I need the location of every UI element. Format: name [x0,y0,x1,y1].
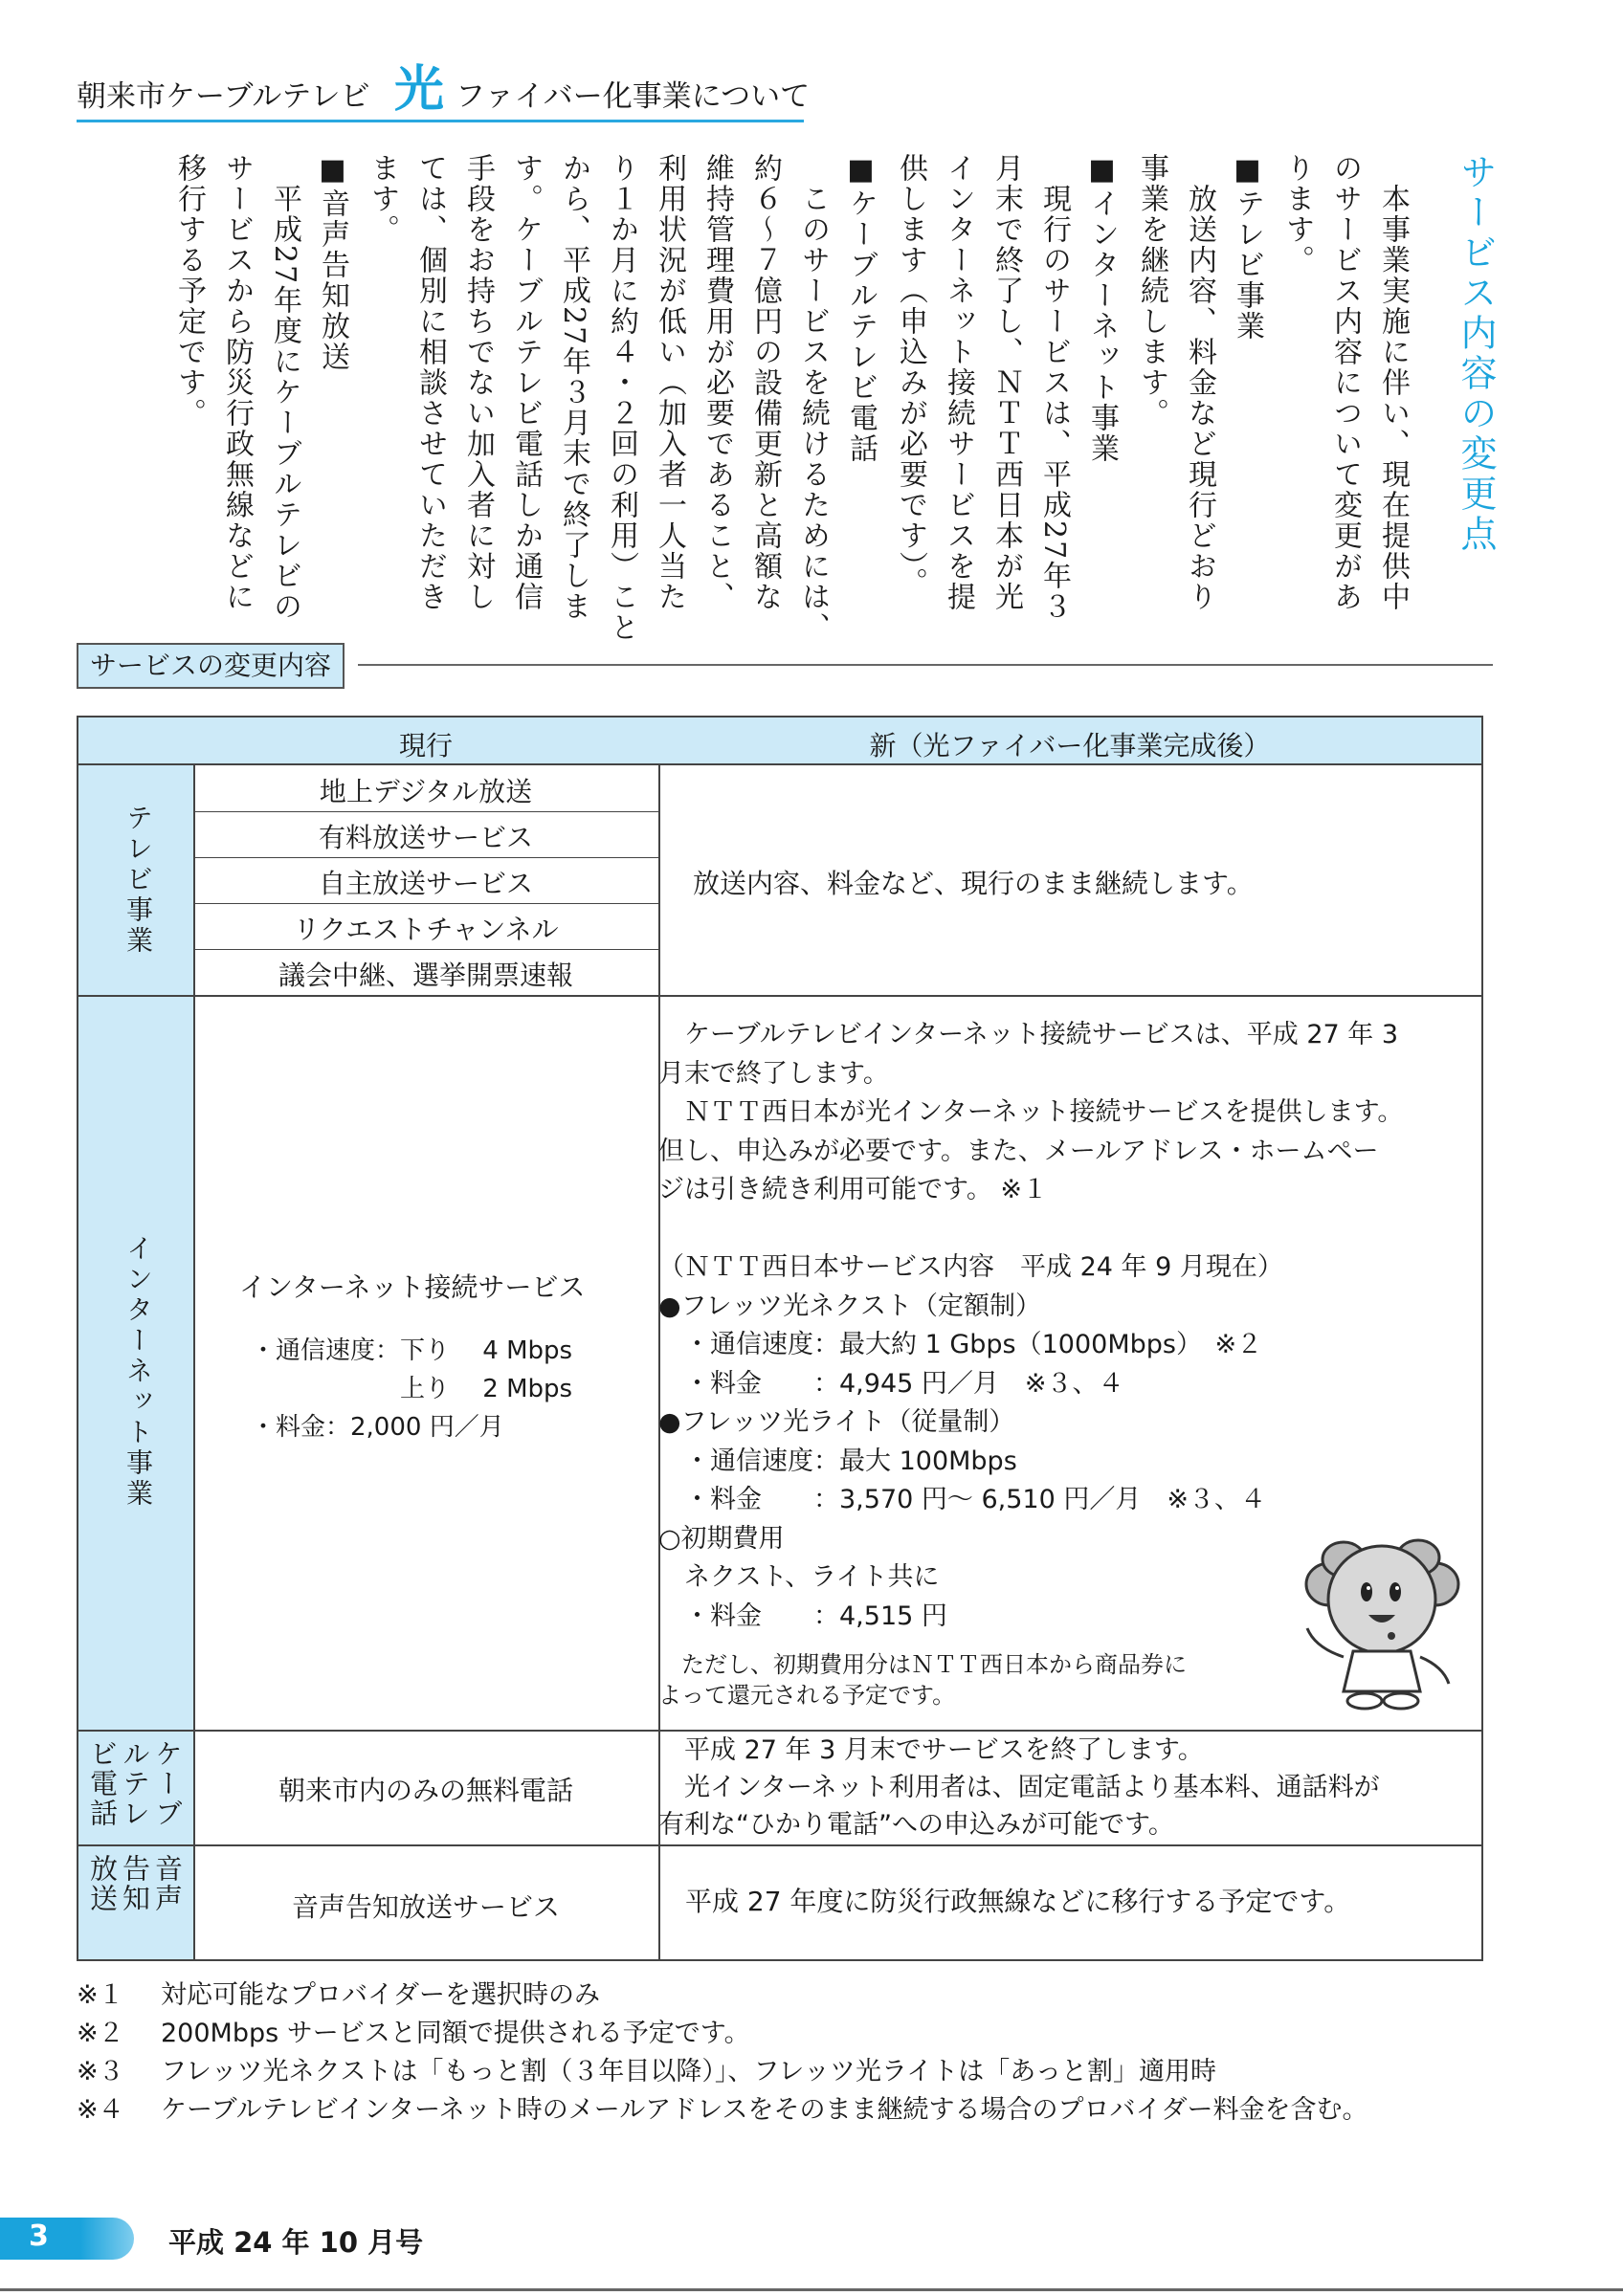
internet-footnote-line: ただし、初期費用分はＮＴＴ西日本から商品券に [658,1651,1187,1678]
side-label-part: ルテレ [119,1739,151,1828]
intro-line: このサービスを続けるためには、 [796,153,830,643]
table-sub-line [193,949,658,950]
internet-current-line: ・通信速度：下り 4 Mbps [251,1336,573,1365]
internet-new-line: ●フレッツ光ライト（従量制） [658,1407,1015,1437]
table-sub-line [193,903,658,904]
intro-line: 事業を継続します。 [1135,153,1168,429]
internet-current-title: インターネット接続サービス [239,1271,586,1303]
side-label-part: 告知 [119,1854,151,1913]
footnote-mark: ※１ [77,1980,124,2010]
intro-line: 維持管理費用が必要であること、 [700,153,734,612]
tv-item: 議会中継、選挙開票速報 [278,960,573,991]
intro-line: 約６〜７億円の設備更新と高額な [748,153,782,612]
phone-new-line: 光インターネット利用者は、固定電話より基本料、通話料が [658,1773,1380,1802]
header-title-suffix: ファイバー化事業について [456,79,811,114]
tv-item: リクエストチャンネル [293,914,559,945]
intro-heading: ■テレビ事業 [1231,153,1264,342]
header-underline [77,120,804,122]
intro-heading: ■音声告知放送 [316,153,349,372]
tv-item: 自主放送サービス [318,868,533,899]
internet-new-line: ・料金 ：4,515 円 [658,1601,947,1631]
intro-line: ては、個別に相談させていただき [413,153,447,612]
footnote-text: ケーブルテレビインターネット時のメールアドレスをそのまま継続する場合のプロバイダー料金を含む。 [161,2095,1368,2125]
intro-heading: ■ケーブルテレビ電話 [844,153,878,464]
footnote-mark: ※２ [77,2019,124,2048]
label-internet: インターネット事業 [122,1234,154,1510]
intro-line: 現行のサービスは、平成27年３ [1037,153,1071,623]
internet-new-line: ○初期費用 [658,1523,785,1554]
internet-new-line: ・料金 ：4,945 円／月 ※３、４ [658,1368,1124,1399]
internet-new-line: ネクスト、ライト共に [658,1562,940,1592]
side-label-part: ビ電話 [86,1739,119,1828]
table-row-line [78,995,1481,997]
intro-line: 本事業実施に伴い、現在提供中 [1376,153,1410,612]
footnote [77,2091,1512,2130]
intro-line: 供します（申込みが必要です）。 [894,153,927,598]
phone-new-line: 平成 27 年 3 月末でサービスを終了します。 [658,1735,1204,1765]
internet-current-line: ・料金：2,000 円／月 [251,1413,504,1442]
voice-new: 平成 27 年度に防災行政無線などに移行する予定です。 [658,1886,1351,1917]
service-change-table [77,716,1483,1961]
header-title-hikari: 光 [394,61,445,119]
intro-line: インターネット接続サービスを提 [942,153,975,612]
internet-new-line: ケーブルテレビインターネット接続サービスは、平成 27 年 3 [658,1020,1399,1049]
internet-new-line: 但し、申込みが必要です。また、メールアドレス・ホームペー [658,1136,1379,1166]
table-sub-line [193,811,658,812]
table-sub-line [193,857,658,858]
internet-new-line: ●フレッツ光ネクスト（定額制） [658,1291,1041,1321]
voice-current: 音声告知放送サービス [291,1891,560,1923]
internet-new-line: ・料金 ：3,570 円〜 6,510 円／月 ※３、４ [658,1485,1266,1514]
label-tv: テレビ事業 [122,804,154,957]
footnote-mark: ※４ [77,2095,124,2125]
col-header-new: 新（光ファイバー化事業完成後） [869,730,1271,762]
side-label-part: ケーブ [151,1739,184,1828]
footer-rule [0,2288,1623,2291]
page-number: 3 [29,2219,49,2253]
internet-new-line: ＮＴＴ西日本が光インターネット接続サービスを提供します。 [658,1097,1404,1127]
intro-line: 手段をお持ちでない加入者に対し [461,153,495,612]
internet-new-line: 月末で終了します。 [658,1058,889,1089]
phone-new-line: 有利な“ひかり電話”への申込みが可能です。 [658,1810,1174,1840]
intro-line: 利用状況が低い（加入者一人当た [653,153,686,612]
internet-new-line: ジは引き続き利用可能です。 ※１ [658,1175,1049,1204]
internet-new-line: ・通信速度：最大 100Mbps [658,1446,1017,1476]
mascot-illustration [1296,1523,1468,1711]
intro-line: 放送内容、料金など現行どおり [1183,153,1216,612]
internet-new-line: ・通信速度：最大約 1 Gbps（1000Mbps） ※２ [658,1330,1263,1359]
footer-page-tab [0,2218,134,2260]
phone-current: 朝来市内のみの無料電話 [278,1775,573,1806]
footnote [77,2015,1512,2053]
intro-line: から、平成27年３月末で終了しま [557,153,590,623]
intro-line: 月末で終了し、ＮＴＴ西日本が光 [989,153,1023,612]
intro-line: サービスから防災行政無線などに [220,153,254,612]
intro-line: り１か月に約４・２回の利用）こと [605,153,638,643]
intro-heading: ■インターネット事業 [1085,153,1119,464]
intro-line: 平成27年度にケーブルテレビの [268,153,301,623]
side-label-part: 放送 [86,1854,119,1913]
footnote [77,2053,1512,2091]
side-label-part: 音声 [151,1854,184,1913]
section-label: サービスの変更内容 [77,643,345,689]
issue-date: 平成 24 年 10 月号 [168,2226,424,2259]
intro-line: ります。 [1280,153,1314,276]
footnote-text: 200Mbps サービスと同額で提供される予定です。 [161,2019,750,2048]
col-header-current: 現行 [398,730,453,762]
tv-new-text: 放送内容、料金など、現行のまま継続します。 [693,868,1254,899]
internet-current-line: 上り 2 Mbps [251,1375,573,1403]
footnote-mark: ※３ [77,2057,124,2086]
internet-footnote-line: よって還元される予定です。 [658,1682,956,1709]
header-title-prefix: 朝来市ケーブルテレビ [77,79,370,114]
footnote-text: 対応可能なプロバイダーを選択時のみ [161,1980,600,2010]
intro-line: 移行する予定です。 [172,153,206,429]
intro-line: す。ケーブルテレビ電話しか通信 [509,153,543,612]
tv-item: 有料放送サービス [318,822,533,853]
footnotes [77,1976,1512,2130]
footnote-text: フレッツ光ネクストは「もっと割（３年目以降）」、フレッツ光ライトは「あっと割」適用時 [161,2057,1216,2086]
internet-new-line: （ＮＴＴ西日本サービス内容 平成 24 年 9 月現在） [658,1252,1283,1282]
page-header [77,61,811,122]
intro-line: ます。 [366,153,399,245]
section-divider [358,664,1493,666]
tv-item: 地上デジタル放送 [319,776,533,807]
footnote [77,1976,1512,2015]
table-row-line [78,1844,1481,1846]
intro-line: のサービス内容について変更があ [1328,153,1362,612]
intro-title: サービス内容の変更点 [1455,153,1497,555]
